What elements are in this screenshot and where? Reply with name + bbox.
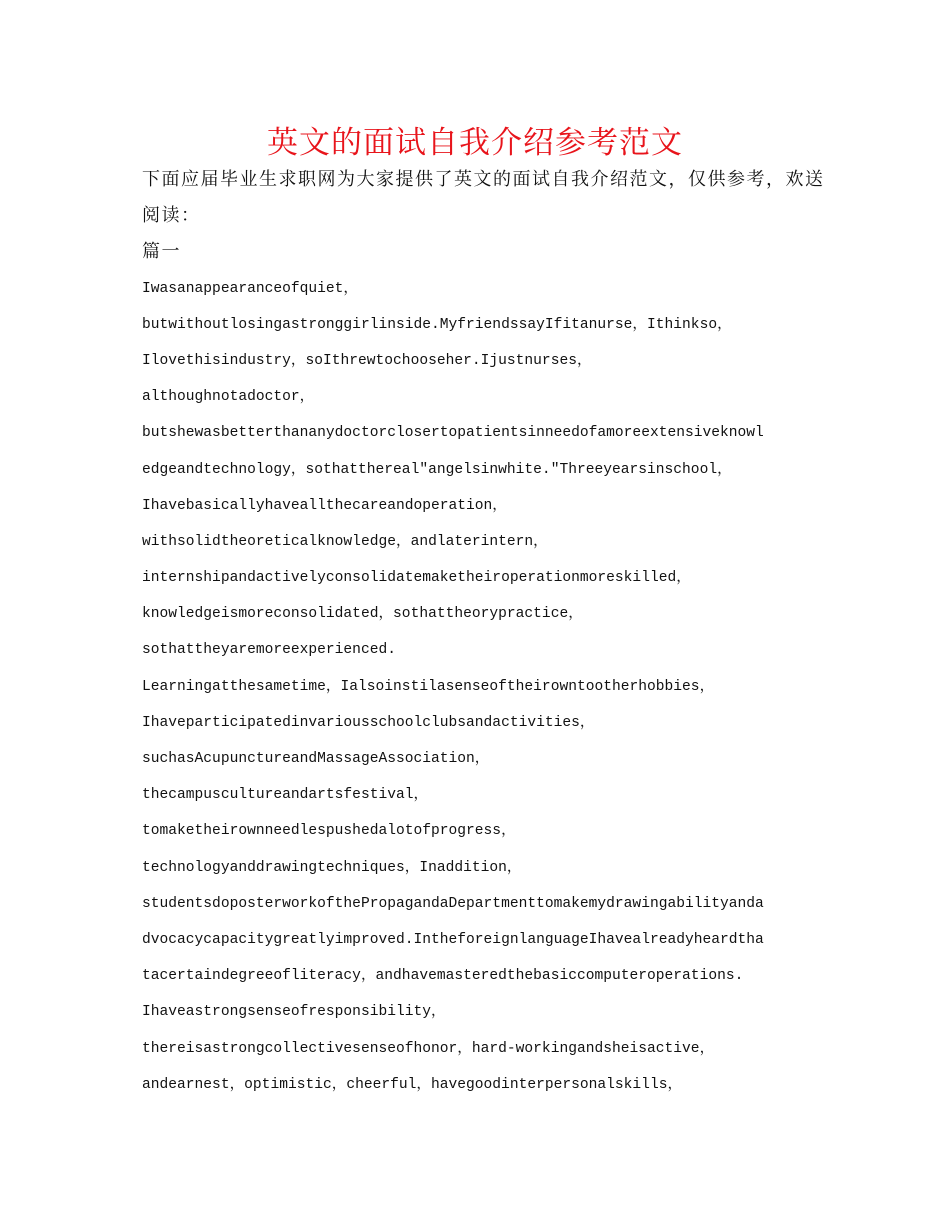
body-line: Ilovethisindustry，soIthrewtochooseher.Ijustnurses， [142, 352, 592, 369]
body-line: edgeandtechnology，sothatthereal"angelsinwhite."Threeyearsinschool， [142, 461, 732, 478]
body-line: tomaketheirownneedlespushedalotofprogress， [142, 823, 516, 840]
body-paragraph [142, 271, 842, 1103]
body-line: Iwasanappearanceofquiet， [142, 280, 359, 297]
intro-line: 下面应届毕业生求职网为大家提供了英文的面试自我介绍范文，仅供参考，欢送 [142, 169, 825, 190]
body-line: knowledgeismoreconsolidated，sothattheorypractice， [142, 606, 583, 623]
body-line: Ihaveparticipatedinvariousschoolclubsandactivities， [142, 714, 595, 731]
body-line: thecampuscultureandartsfestival， [142, 787, 429, 804]
body-line: studentsdoposterworkofthePropagandaDepartmenttomakemydrawingabilityanda [142, 895, 764, 912]
body-line: thereisastrongcollectivesenseofhonor，hard-workingandsheisactive， [142, 1040, 715, 1057]
body-line: althoughnotadoctor， [142, 389, 315, 406]
body-line: dvocacycapacitygreatlyimproved.IntheforeignlanguageIhavealreadyheardtha [142, 931, 764, 948]
document-body [142, 162, 842, 1103]
body-line: butshewasbetterthananydoctorclosertopatientsinneedofamoreextensiveknowl [142, 425, 764, 442]
body-line: butwithoutlosingastronggirlinside.MyfriendssayIfitanurse，Ithinkso， [142, 316, 732, 333]
document-title: 英文的面试自我介绍参考范文 [267, 125, 683, 161]
body-line: Ihavebasicallyhaveallthecareandoperation， [142, 497, 507, 514]
body-line: Learningatthesametime，Ialsoinstilasenseoftheirowntootherhobbies， [142, 678, 715, 695]
intro-line: 阅读： [142, 205, 201, 227]
body-line: internshipandactivelyconsolidatemaketheiroperationmoreskilled， [142, 570, 691, 587]
body-line: Ihaveastrongsenseofresponsibility， [142, 1004, 446, 1021]
body-line: tacertaindegreeofliteracy，andhavemasteredthebasiccomputeroperations. [142, 968, 744, 985]
body-line: technologyanddrawingtechniques，Inaddition， [142, 859, 522, 876]
body-line: andearnest，optimistic，cheerful，havegoodinterpersonalskills， [142, 1076, 683, 1093]
body-line: suchasAcupunctureandMassageAssociation， [142, 751, 490, 767]
section-heading: 篇一 [142, 241, 181, 263]
body-line: sothattheyaremoreexperienced. [142, 642, 396, 659]
body-line: withsolidtheoreticalknowledge，andlaterintern， [142, 533, 548, 550]
